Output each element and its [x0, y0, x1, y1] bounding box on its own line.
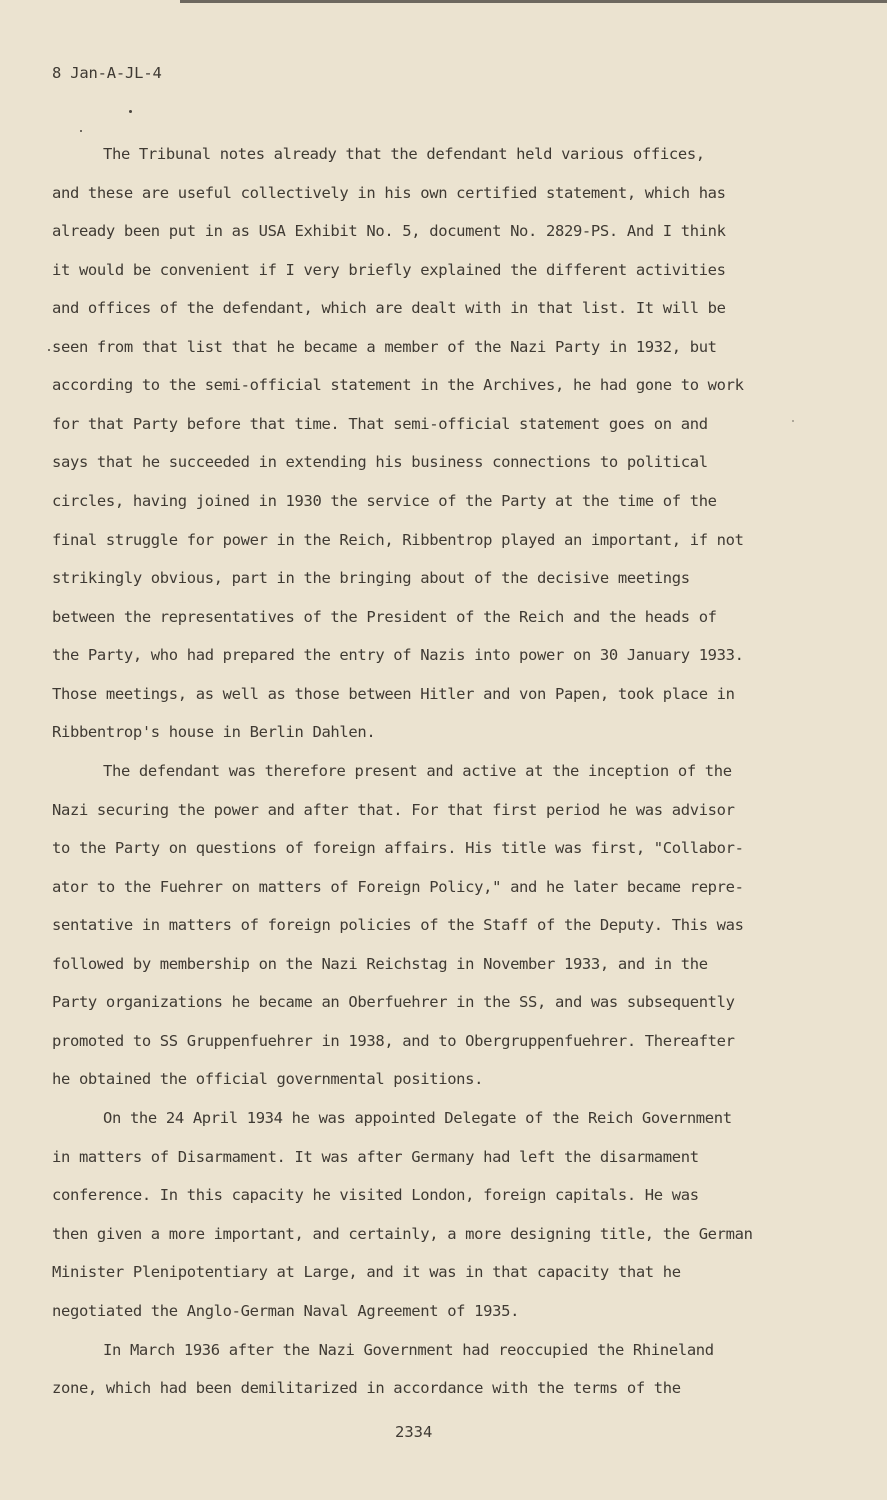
- ink-speck: [792, 420, 794, 422]
- text-line: Nazi securing the power and after that. For that first period he was advisor: [52, 801, 735, 819]
- text-line: he obtained the official governmental positions.: [52, 1070, 484, 1088]
- text-line: negotiated the Anglo-German Naval Agreement of 1935.: [52, 1302, 520, 1320]
- text-line: followed by membership on the Nazi Reichstag in November 1933, and in the: [52, 955, 708, 973]
- text-line: promoted to SS Gruppenfuehrer in 1938, and to Obergruppenfuehrer. Thereafter: [52, 1032, 735, 1050]
- page-number: 2334: [395, 1423, 433, 1441]
- ink-speck: [80, 130, 82, 132]
- text-line: and these are useful collectively in his own certified statement, which has: [52, 184, 726, 202]
- text-line: In March 1936 after the Nazi Government had reoccupied the Rhineland: [103, 1341, 714, 1359]
- text-line: in matters of Disarmament. It was after Germany had left the disarmament: [52, 1148, 699, 1166]
- text-line: already been put in as USA Exhibit No. 5, document No. 2829-PS. And I think: [52, 222, 726, 240]
- text-line: ator to the Fuehrer on matters of Foreign Policy," and he later became repre-: [52, 878, 744, 896]
- ink-speck: [129, 110, 132, 113]
- text-line: between the representatives of the President of the Reich and the heads of: [52, 608, 717, 626]
- text-line: Those meetings, as well as those between Hitler and von Papen, took place in: [52, 685, 735, 703]
- text-line: sentative in matters of foreign policies of the Staff of the Deputy. This was: [52, 916, 744, 934]
- text-line: then given a more important, and certainly, a more designing title, the German: [52, 1225, 753, 1243]
- text-line: conference. In this capacity he visited London, foreign capitals. He was: [52, 1186, 699, 1204]
- page-top-edge: [180, 0, 887, 3]
- text-line: for that Party before that time. That semi-official statement goes on and: [52, 415, 708, 433]
- text-line: to the Party on questions of foreign affairs. His title was first, "Collabor-: [52, 839, 744, 857]
- text-line: Minister Plenipotentiary at Large, and it was in that capacity that he: [52, 1263, 681, 1281]
- text-line: final struggle for power in the Reich, Ribbentrop played an important, if not: [52, 531, 744, 549]
- document-reference: 8 Jan-A-JL-4: [52, 64, 162, 82]
- text-line: The defendant was therefore present and active at the inception of the: [103, 762, 732, 780]
- text-line: zone, which had been demilitarized in accordance with the terms of the: [52, 1379, 681, 1397]
- text-line: and offices of the defendant, which are dealt with in that list. It will be: [52, 299, 726, 317]
- text-line: Ribbentrop's house in Berlin Dahlen.: [52, 723, 376, 741]
- text-line: strikingly obvious, part in the bringing about of the decisive meetings: [52, 569, 690, 587]
- text-line: seen from that list that he became a member of the Nazi Party in 1932, but: [52, 338, 717, 356]
- text-line: Party organizations he became an Oberfuehrer in the SS, and was subsequently: [52, 993, 735, 1011]
- text-line: the Party, who had prepared the entry of Nazis into power on 30 January 1933.: [52, 646, 744, 664]
- text-line: On the 24 April 1934 he was appointed Delegate of the Reich Government: [103, 1109, 732, 1127]
- ink-speck: [48, 349, 50, 351]
- text-line: it would be convenient if I very briefly explained the different activities: [52, 261, 726, 279]
- text-line: circles, having joined in 1930 the service of the Party at the time of the: [52, 492, 717, 510]
- text-line: The Tribunal notes already that the defendant held various offices,: [103, 145, 705, 163]
- text-line: says that he succeeded in extending his business connections to political: [52, 453, 708, 471]
- text-line: according to the semi-official statement in the Archives, he had gone to work: [52, 376, 744, 394]
